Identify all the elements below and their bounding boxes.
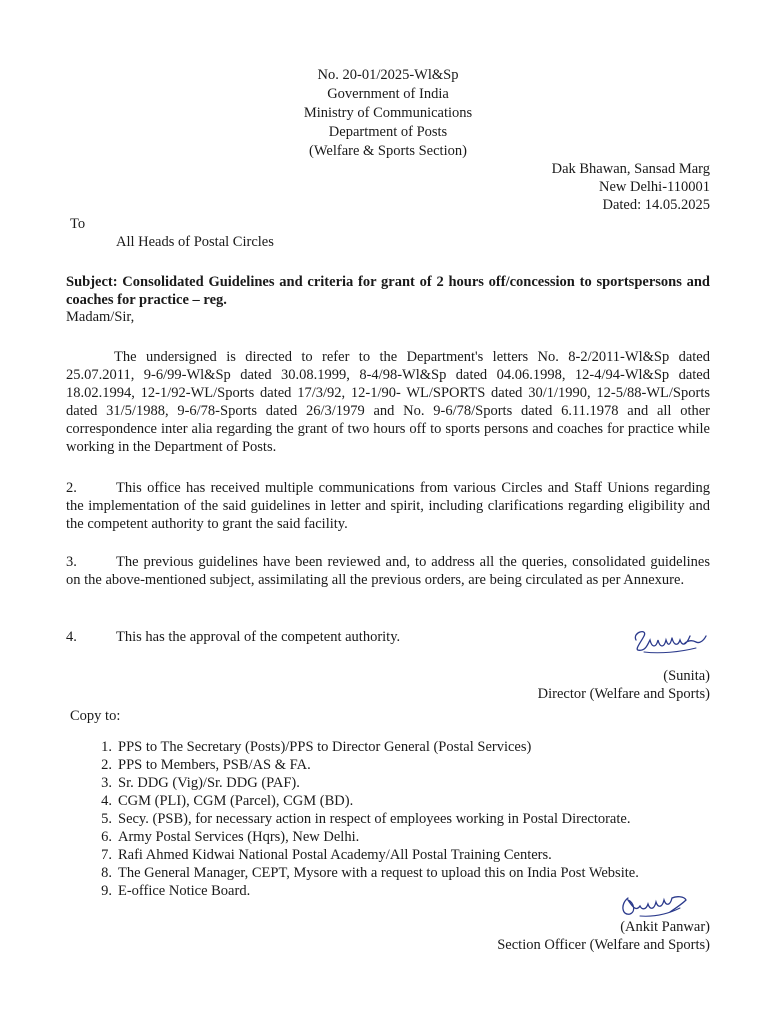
salutation: Madam/Sir, [66, 309, 135, 325]
to-label: To [70, 216, 86, 232]
paragraph-3-number: 3. [66, 554, 77, 570]
list-item-number: 9. [101, 883, 112, 899]
list-item-number: 8. [101, 865, 112, 881]
paragraph-1-text: The undersigned is directed to refer to the Department's letters No. 8-2/2011-Wl&Sp dated 25.07.2011, 9-6/99-Wl&Sp dated 30.08.1999, 8-4/98-Wl&Sp dated 04.06.1998, 12-4/94-Wl&Sp dated 18.02.1994, 12-1/92-WL/Sports dated 17/3/92, 12-1/90- WL/SPORTS dated 30/1/1990, 12-5/88-WL/Sports dated 31/5/1988, 9-6/78-Sports dated 26/3/1979 and No. 9-6/78/Sports dated 6.11.1978 and all other correspondence inter alia regarding the grant of two hours off to sports persons and coaches for practice while working in the Department of Posts. [66, 349, 710, 455]
list-item-number: 6. [101, 829, 112, 845]
list-item-number: 4. [101, 793, 112, 809]
list-item-number: 1. [101, 739, 112, 755]
section-officer-signature-block [497, 918, 710, 954]
section-officer-designation: Section Officer (Welfare and Sports) [497, 937, 710, 953]
copy-to-list [84, 738, 724, 900]
paragraph-3-text: The previous guidelines have been reviewed and, to address all the queries, consolidated guidelines on the above-mentioned subject, assimilating all the previous orders, are being circulated as per Annexure. [66, 554, 710, 588]
copy-to-label: Copy to: [70, 708, 121, 724]
ministry-name: Ministry of Communications [303, 105, 473, 121]
address-line-1: Dak Bhawan, Sansad Marg [551, 161, 710, 177]
list-item [84, 774, 724, 792]
paragraph-4-text: This has the approval of the competent authority. [116, 629, 401, 645]
list-item [84, 738, 724, 756]
paragraph-3 [66, 553, 710, 589]
section-officer-name: (Ankit Panwar) [620, 919, 710, 935]
address-line-2: New Delhi-110001 [598, 179, 710, 195]
list-item [84, 792, 724, 810]
list-item-text: Sr. DDG (Vig)/Sr. DDG (PAF). [118, 775, 300, 791]
paragraph-1 [66, 348, 710, 456]
list-item-number: 3. [101, 775, 112, 791]
paragraph-2-number: 2. [66, 480, 77, 496]
section-name: (Welfare & Sports Section) [309, 143, 467, 159]
letter-date: Dated: 14.05.2025 [602, 197, 710, 213]
sender-address [552, 160, 710, 214]
list-item-text: The General Manager, CEPT, Mysore with a request to upload this on India Post Website. [118, 865, 639, 881]
list-item-number: 2. [101, 757, 112, 773]
paragraph-4-number: 4. [66, 629, 77, 645]
list-item [84, 810, 724, 828]
department-name: Department of Posts [328, 124, 448, 140]
list-item-text: PPS to The Secretary (Posts)/PPS to Director General (Postal Services) [118, 739, 532, 755]
list-item-text: Rafi Ahmed Kidwai National Postal Academy/All Postal Training Centers. [118, 847, 552, 863]
paragraph-4 [66, 628, 710, 646]
letter-header [270, 66, 506, 161]
director-name: (Sunita) [663, 668, 710, 684]
director-signature-block [538, 667, 710, 703]
list-item-text: PPS to Members, PSB/AS & FA. [118, 757, 311, 773]
list-item [84, 864, 724, 882]
list-item-text: Secy. (PSB), for necessary action in respect of employees working in Postal Directorate. [118, 811, 631, 827]
subject-line: Subject: Consolidated Guidelines and criteria for grant of 2 hours off/concession to sportspersons and coaches for practice – reg. [66, 274, 710, 308]
list-item [84, 828, 724, 846]
director-signature [630, 626, 710, 660]
list-item-number: 5. [101, 811, 112, 827]
list-item [84, 846, 724, 864]
list-item-text: CGM (PLI), CGM (Parcel), CGM (BD). [118, 793, 354, 809]
paragraph-2 [66, 479, 710, 533]
director-designation: Director (Welfare and Sports) [537, 686, 710, 702]
list-item-text: E-office Notice Board. [118, 883, 251, 899]
list-item [84, 756, 724, 774]
addressee: All Heads of Postal Circles [116, 234, 274, 250]
file-number: No. 20-01/2025-Wl&Sp [317, 67, 459, 83]
government-name: Government of India [327, 86, 449, 102]
list-item-number: 7. [101, 847, 112, 863]
list-item-text: Army Postal Services (Hqrs), New Delhi. [118, 829, 360, 845]
paragraph-2-text: This office has received multiple communications from various Circles and Staff Unions regarding the implementation of the said guidelines in letter and spirit, including clarifications regarding eligibility and the competent authority to grant the said facility. [66, 480, 710, 532]
